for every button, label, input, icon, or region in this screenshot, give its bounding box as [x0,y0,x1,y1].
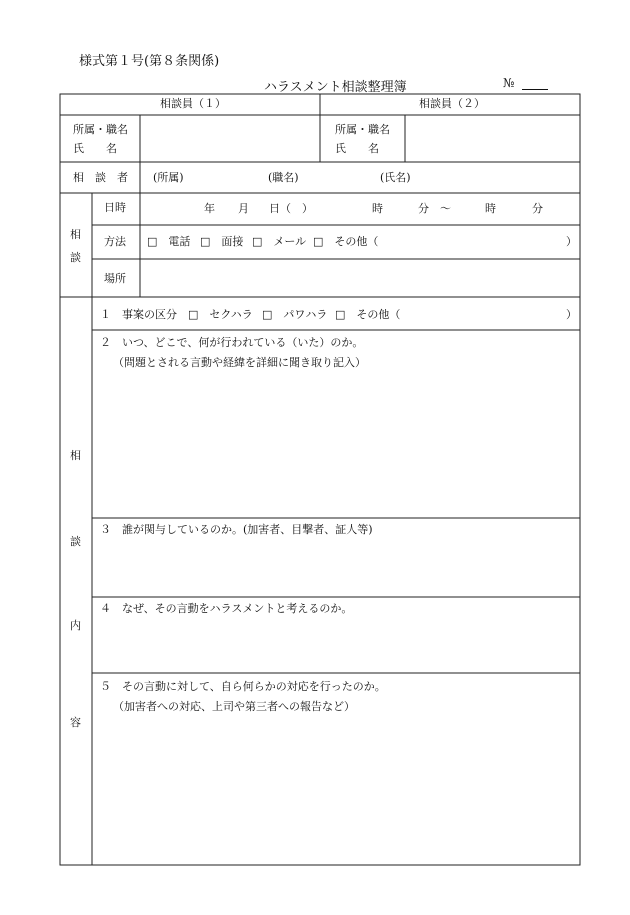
counselor-1-affiliation-label: 所属・職名 [73,123,128,136]
method-other-close: ） [566,235,577,248]
document-title: ハラスメント相談整理簿 [264,80,407,95]
item5-question: ５ その言動に対して、自ら何らかの対応を行ったのか。 [100,680,386,693]
content-side-char-2: 談 [70,535,81,548]
item1-label: １ 事案の区分 [100,308,177,321]
method-option-email[interactable]: □ メール [252,235,307,248]
place-label: 場所 [104,272,126,285]
place-input[interactable] [141,260,579,296]
datetime-hour-end[interactable]: 時 [485,202,496,215]
consult-side-char-1: 相 [70,228,81,241]
item5-answer-area[interactable] [93,720,579,864]
item2-question: ２ いつ、どこで、何が行われている（いた）のか。 [100,336,364,349]
item5-note: （加害者への対応、上司や第三者への報告など） [113,700,355,713]
record-number-label: № [503,76,515,90]
item4-answer-area[interactable] [93,620,579,672]
method-option-phone[interactable]: □ 電話 [147,235,191,248]
method-option-interview[interactable]: □ 面接 [200,235,244,248]
counselor-2-header: 相談員（２） [419,97,485,110]
content-side-char-1: 相 [70,449,81,462]
consulter-position-field[interactable]: (職名) [268,171,299,184]
counselor-1-name-label: 氏 名 [73,142,117,155]
method-option-other[interactable]: □ その他（ [313,235,379,248]
counselor-1-header: 相談員（１） [160,97,226,110]
counselor-2-name-label: 氏 名 [335,142,379,155]
item1-other-close: ） [566,308,577,321]
consulter-affiliation-field[interactable]: (所属) [153,171,184,184]
consulter-name-field[interactable]: (氏名) [380,171,411,184]
datetime-month[interactable]: 月 [238,202,249,215]
content-side-char-4: 容 [70,716,81,729]
form-number-label: 様式第１号(第８条関係) [79,54,220,69]
datetime-day[interactable]: 日（ ） [269,202,313,215]
datetime-minute-tilde[interactable]: 分 ～ [418,202,451,215]
counselor-2-input[interactable] [406,116,579,161]
datetime-minute-end[interactable]: 分 [532,202,543,215]
item4-question: ４ なぜ、その言動をハラスメントと考えるのか。 [100,602,353,615]
datetime-year[interactable]: 年 [204,202,215,215]
item2-answer-area[interactable] [93,375,579,517]
item3-answer-area[interactable] [93,542,579,596]
item1-option-sexual-harassment[interactable]: □ セクハラ [188,308,253,321]
consult-side-char-2: 談 [70,251,81,264]
datetime-label: 日時 [104,201,126,214]
datetime-hour[interactable]: 時 [372,202,383,215]
content-side-char-3: 内 [70,619,81,632]
item1-option-other[interactable]: □ その他（ [335,308,401,321]
item1-option-power-harassment[interactable]: □ パワハラ [262,308,328,321]
counselor-1-input[interactable] [141,116,319,161]
item3-question: ３ 誰が関与しているのか。(加害者、目撃者、証人等) [100,523,373,536]
consulter-label: 相 談 者 [73,171,128,184]
counselor-2-affiliation-label: 所属・職名 [335,123,390,136]
method-label: 方法 [104,235,126,248]
item2-note: （問題とされる言動や経緯を詳細に聞き取り記入） [113,356,366,369]
